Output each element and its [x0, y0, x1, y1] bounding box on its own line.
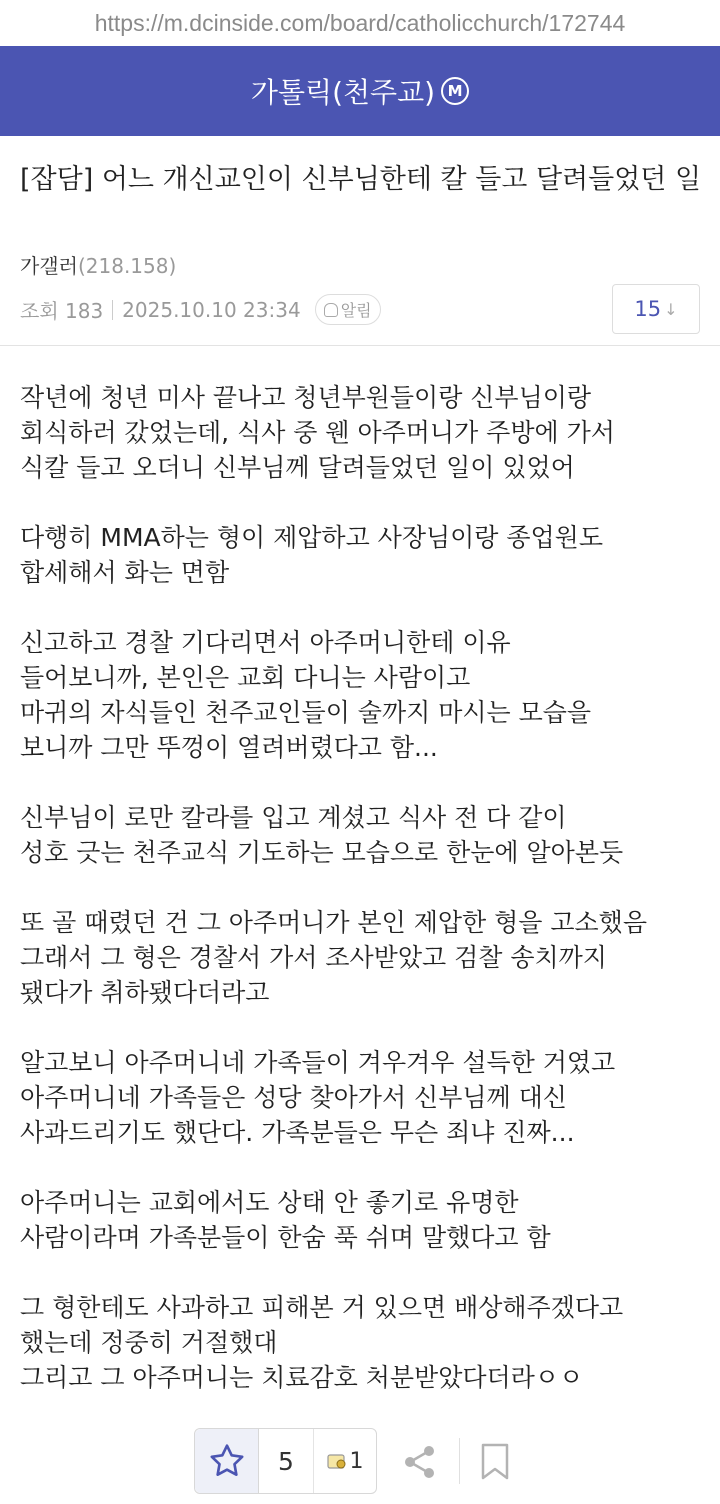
gallery-name: 가톨릭(천주교)	[250, 76, 436, 109]
fixed-recommend-icon	[327, 1452, 347, 1470]
body-paragraph: 알고보니 아주머니네 가족들이 겨우겨우 설득한 거였고 아주머니네 가족들은 성당 찾아가서 신부님께 대신 사과드리기도 했단다. 가족분들은 무슨 죄냐 진짜...	[20, 1048, 616, 1147]
writer-ip: (218.158)	[77, 254, 177, 278]
minor-gallery-badge: M	[441, 77, 469, 105]
recommend-button[interactable]	[195, 1429, 259, 1493]
post-title: [잡담] 어느 개신교인이 신부님한테 칼 들고 달려들었던 일	[20, 164, 702, 195]
star-icon	[207, 1441, 247, 1481]
body-paragraph: 그 형한테도 사과하고 피해본 거 있으면 배상해주겠다고 했는데 정중히 거절했대 그리고 그 아주머니는 치료감호 처분받았다더라ㅇㅇ	[20, 1293, 624, 1392]
url-text: https://m.dcinside.com/board/catholicchurch/172744	[94, 9, 626, 36]
comment-count: 15	[634, 297, 662, 321]
gallery-header[interactable]	[0, 46, 720, 136]
body-paragraph: 신고하고 경찰 기다리면서 아주머니한테 이유 들어보니까, 본인은 교회 다니는 사람이고 마귀의 자식들인 천주교인들이 술까지 마시는 모습을 보니까 그만 뚜껑이 열려버렸다고 함...	[20, 628, 592, 762]
post-header	[0, 136, 720, 346]
post-body	[20, 380, 710, 1430]
writer-nickname: 가갤러	[20, 254, 78, 278]
alarm-label: 알림	[340, 301, 372, 320]
fixed-recommend[interactable]	[314, 1429, 376, 1493]
body-paragraph: 신부님이 로만 칼라를 입고 계셨고 식사 전 다 같이 성호 긋는 천주교식 기도하는 모습으로 한눈에 알아본듯	[20, 803, 624, 867]
share-icon[interactable]	[400, 1442, 440, 1482]
post-writer[interactable]	[20, 250, 176, 279]
post-datetime: 2025.10.10 23:34	[122, 297, 301, 322]
fixed-recommend-count: 1	[349, 1448, 364, 1474]
recommend-count: 5	[259, 1429, 314, 1493]
bookmark-icon[interactable]	[478, 1442, 512, 1482]
meta-divider	[112, 300, 113, 320]
action-divider	[459, 1438, 460, 1484]
arrow-down-icon: ↓	[664, 299, 678, 319]
body-paragraph: 다행히 MMA하는 형이 제압하고 사장님이랑 종업원도 합세해서 화는 면함	[20, 523, 603, 587]
post-meta	[20, 294, 381, 325]
body-paragraph: 아주머니는 교회에서도 상태 안 좋기로 유명한 사람이라며 가족분들이 한숨 푹 쉬며 말했다고 함	[20, 1188, 551, 1252]
comment-count-button[interactable]	[612, 284, 700, 334]
body-paragraph: 또 골 때렸던 건 그 아주머니가 본인 제압한 형을 고소했음 그래서 그 형은 경찰서 가서 조사받았고 검찰 송치까지 됐다가 취하됐다더라고	[20, 908, 647, 1007]
body-paragraph: 작년에 청년 미사 끝나고 청년부원들이랑 신부님이랑 회식하러 갔었는데, 식사 중 웬 아주머니가 주방에 가서 식칼 들고 오더니 신부님께 달려들었던 일이 있었어	[20, 383, 615, 482]
bell-icon	[324, 303, 338, 317]
recommend-group	[194, 1428, 377, 1494]
post-action-bar	[0, 1428, 720, 1496]
address-bar[interactable]	[0, 0, 720, 46]
view-count: 조회 183	[20, 299, 104, 323]
alarm-button[interactable]	[315, 294, 381, 325]
